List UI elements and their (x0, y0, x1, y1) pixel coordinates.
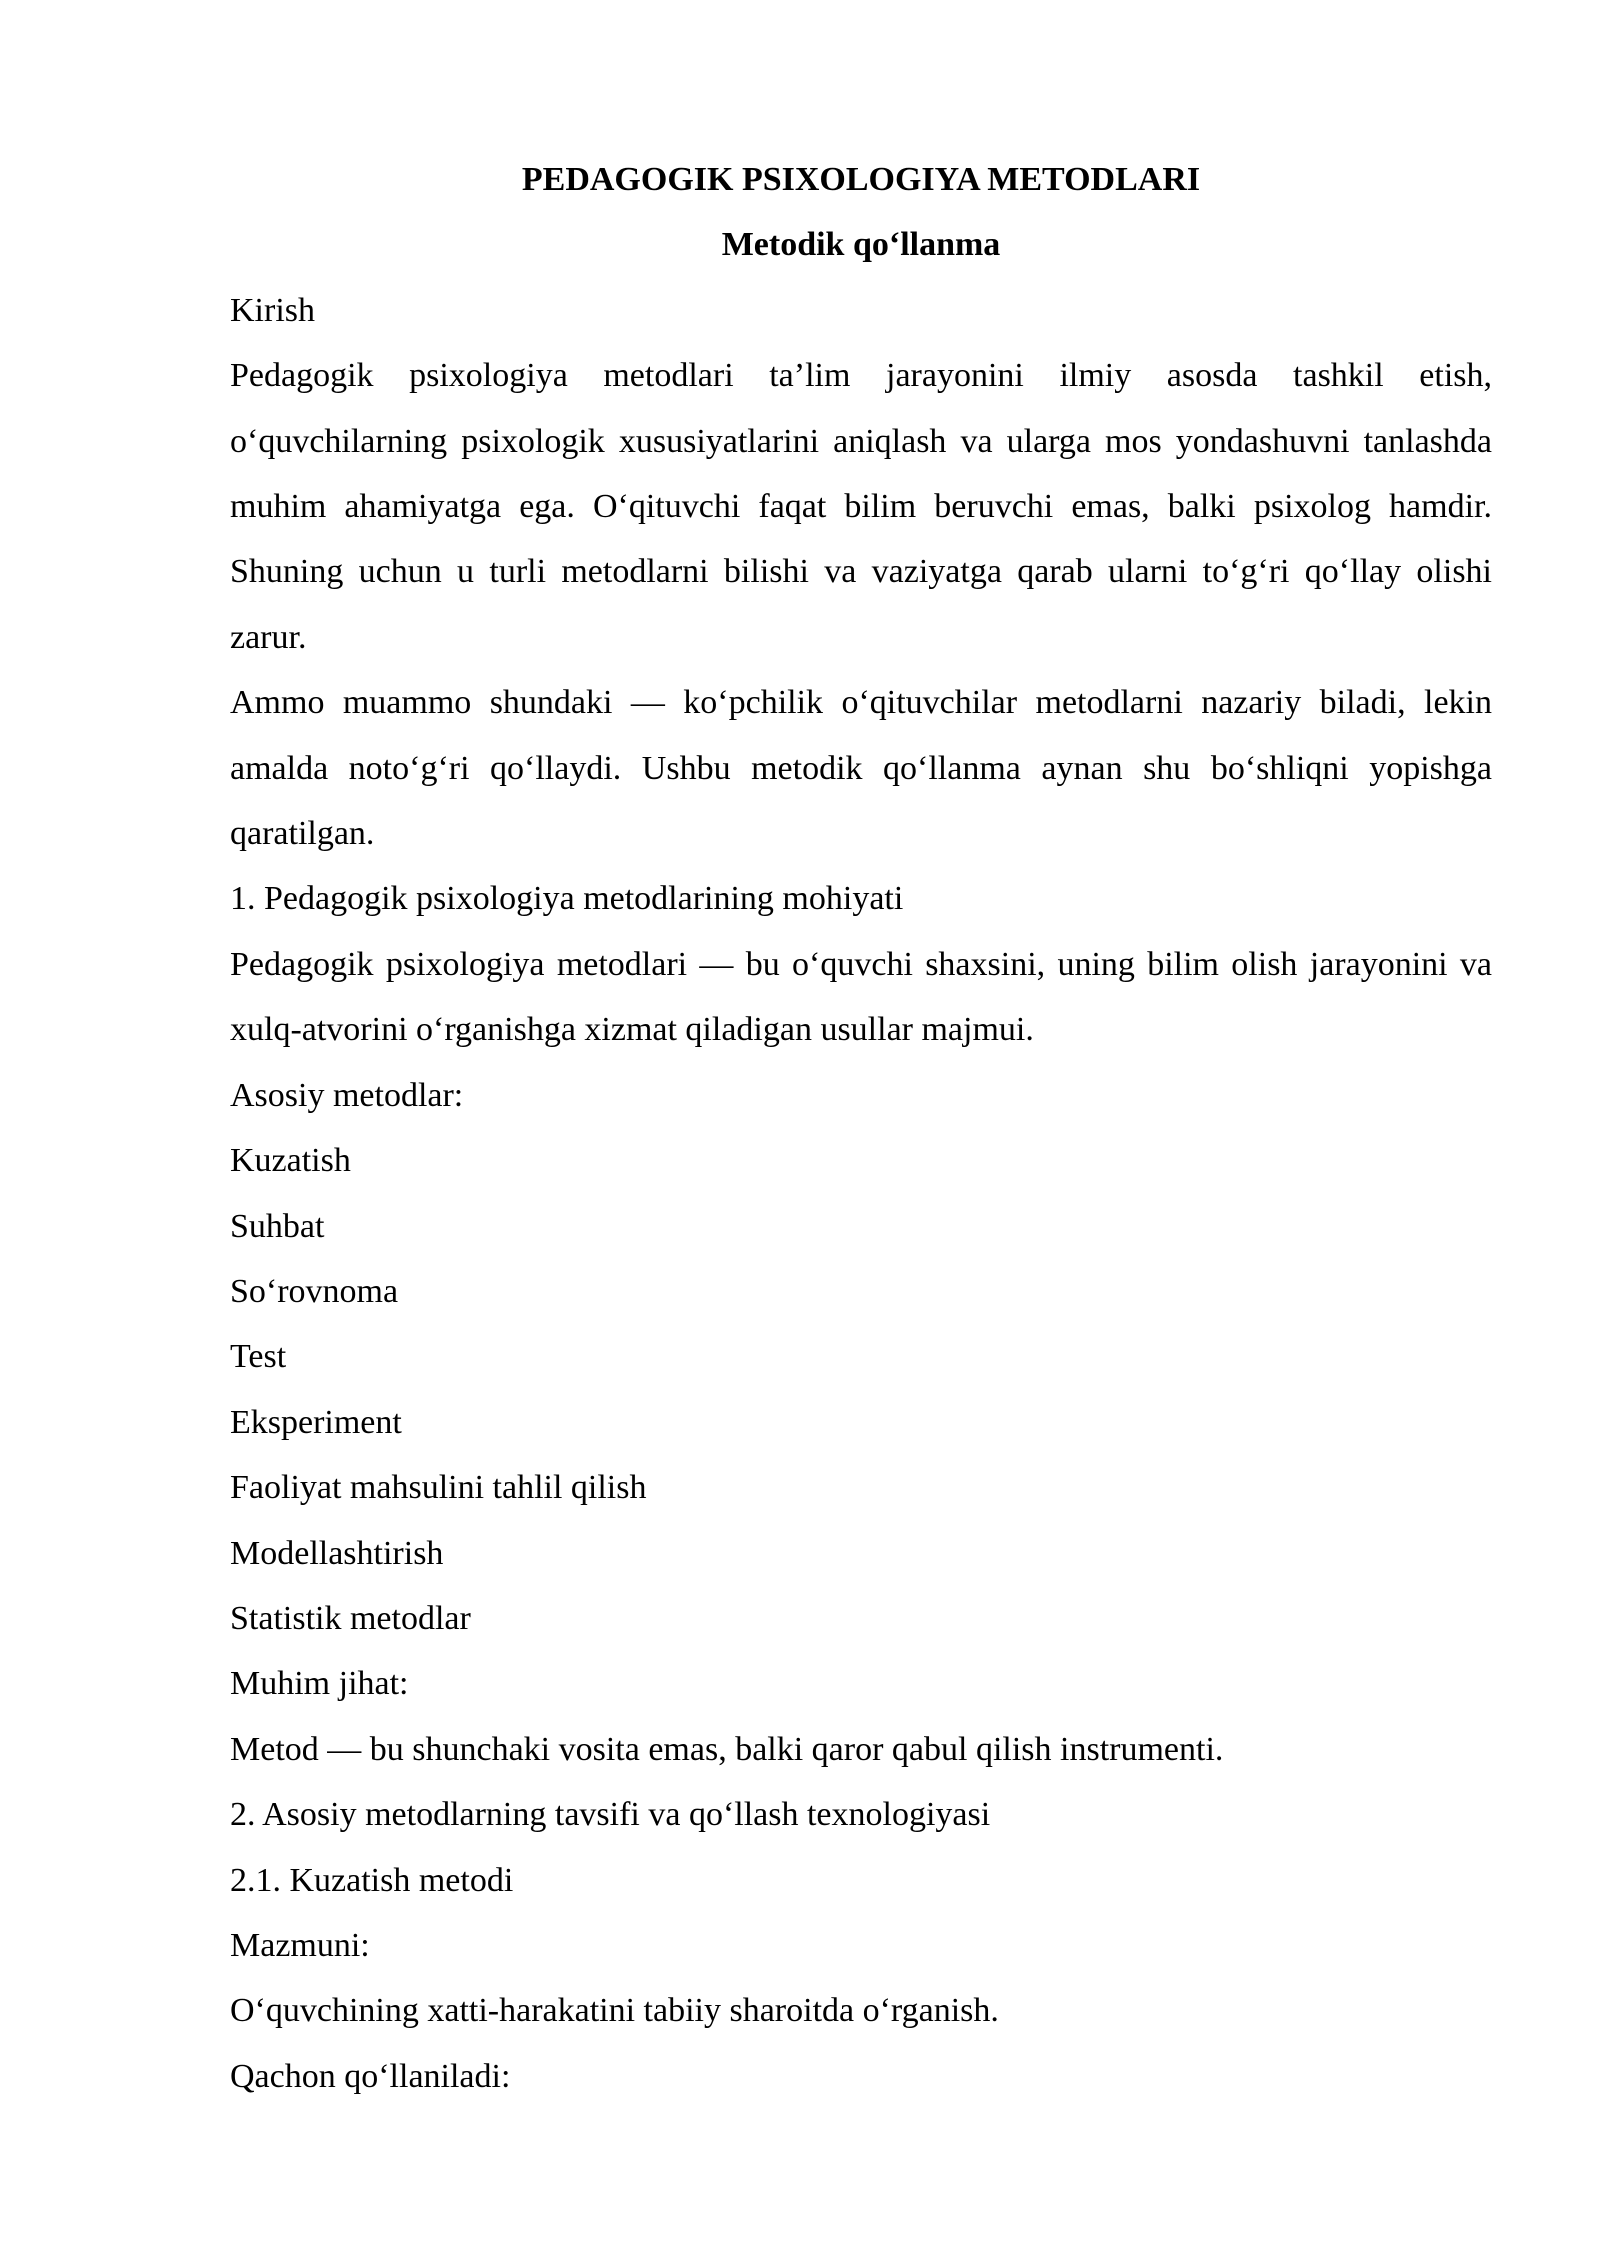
intro-paragraph-1: Pedagogik psixologiya metodlari ta’lim jarayonini ilmiy asosda tashkil etish, o‘quvchilarning psixologik xususiyatlarini aniqlash va ularga mos yondashuvni tanlashda muhim ahamiyatga ega. O‘qituvchi faqat bilim beruvchi emas, balki psixolog hamdir. Shuning uchun u turli metodlarni bilishi va vaziyatga qarab ularni to‘g‘ri qo‘llay olishi zarur. (230, 357, 1492, 656)
important-label: Muhim jihat: (230, 1665, 409, 1703)
method-item: Test (230, 1338, 287, 1376)
method-item: Statistik metodlar (230, 1599, 471, 1637)
section-1-paragraph: Pedagogik psixologiya metodlari — bu o‘quvchi shaxsini, uning bilim olish jarayonini va xulq-atvorini o‘rganishga xizmat qiladigan usullar majmui. (230, 945, 1492, 1049)
method-item: So‘rovnoma (230, 1272, 399, 1310)
document-subtitle: Metodik qo‘llanma (721, 226, 1001, 264)
document-body (230, 147, 1492, 2109)
section-2-1-heading: 2.1. Kuzatish metodi (230, 1861, 514, 1899)
method-item: Faoliyat mahsulini tahlil qilish (230, 1469, 647, 1507)
section-2-heading: 2. Asosiy metodlarning tavsifi va qo‘llash texnologiyasi (230, 1796, 991, 1834)
method-item: Eksperiment (230, 1403, 402, 1441)
methods-label: Asosiy metodlar: (230, 1076, 464, 1114)
intro-heading: Kirish (230, 291, 315, 329)
content-text: O‘quvchining xatti-harakatini tabiiy sharoitda o‘rganish. (230, 1992, 999, 2030)
method-item: Suhbat (230, 1207, 325, 1245)
content-label: Mazmuni: (230, 1926, 370, 1964)
intro-paragraph-2: Ammo muammo shundaki — ko‘pchilik o‘qituvchilar metodlarni nazariy biladi, lekin amalda noto‘g‘ri qo‘llaydi. Ushbu metodik qo‘llanma aynan shu bo‘shliqni yopishga qaratilgan. (230, 684, 1492, 853)
important-text: Metod — bu shunchaki vosita emas, balki qaror qabul qilish instrumenti. (230, 1730, 1224, 1768)
method-item: Modellashtirish (230, 1534, 444, 1572)
section-1-heading: 1. Pedagogik psixologiya metodlarining mohiyati (230, 880, 904, 918)
when-label: Qachon qo‘llaniladi: (230, 2057, 511, 2095)
document-title: PEDAGOGIK PSIXOLOGIYA METODLARI (521, 161, 1201, 198)
method-item: Kuzatish (230, 1142, 351, 1180)
